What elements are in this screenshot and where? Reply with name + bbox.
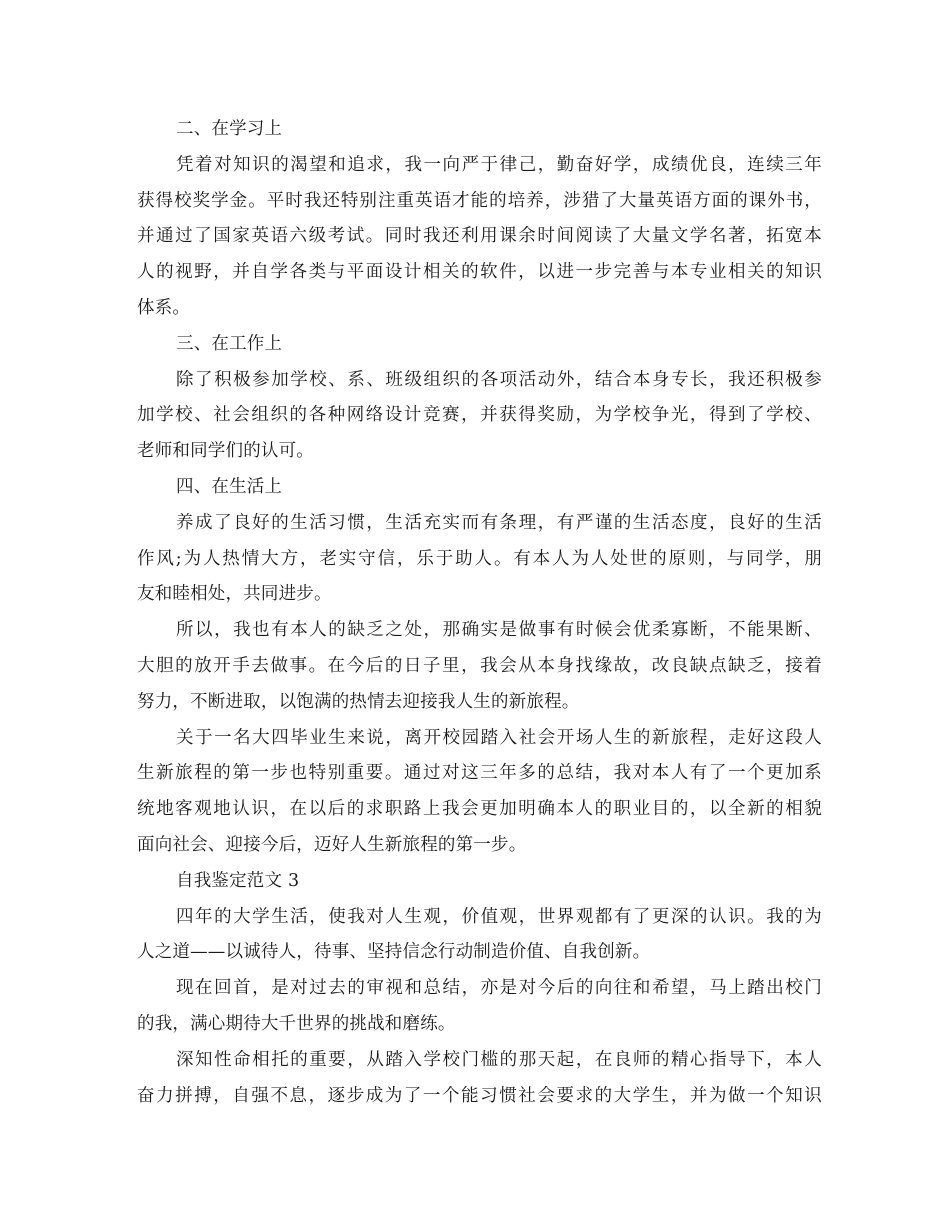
paragraph-line: 友和睦相处，共同进步。 (137, 584, 332, 605)
paragraph-line: 加学校、社会组织的各种网络设计竞赛，并获得奖励，为学校争光，得到了学校、 (137, 405, 822, 426)
paragraph-line: 现在回首，是对过去的审视和总结，亦是对今后的向往和希望，马上踏出校门 (176, 978, 822, 999)
paragraph-line: 深知性命相托的重要，从踏入学校门槛的那天起，在良师的精心指导下，本人 (176, 1049, 822, 1070)
document-body (137, 112, 822, 1114)
paragraph-line: 所以，我也有本人的缺乏之处，那确实是做事有时候会优柔寡断，不能果断、 (176, 620, 822, 641)
paragraph-line: 凭着对知识的渴望和追求，我一向严于律己，勤奋好学，成绩优良，连续三年 (176, 154, 822, 175)
paragraph-line: 获得校奖学金。平时我还特别注重英语才能的培养，涉猎了大量英语方面的课外书， (137, 190, 822, 211)
paragraph-line: 面向社会、迎接今后，迈好人生新旅程的第一步。 (137, 834, 527, 855)
paragraph-line: 人之道——以诚待人，待事、坚持信念行动制造价值、自我创新。 (137, 942, 651, 963)
paragraph-line: 除了积极参加学校、系、班级组织的各项活动外，结合本身专长，我还积极参 (176, 369, 822, 390)
paragraph-line: 的我，满心期待大千世界的挑战和磨练。 (137, 1013, 456, 1034)
paragraph-line: 养成了良好的生活习惯，生活充实而有条理，有严谨的生活态度，良好的生活 (176, 512, 822, 533)
section-heading-life: 四、在生活上 (176, 476, 283, 497)
paragraph-line: 统地客观地认识，在以后的求职路上我会更加明确本人的职业目的，以全新的相貌 (137, 799, 822, 820)
paragraph-line: 生新旅程的第一步也特别重要。通过对这三年多的总结，我对本人有了一个更加系 (137, 763, 822, 784)
paragraph-line: 作风;为人热情大方，老实守信，乐于助人。有本人为人处世的原则，与同学，朋 (137, 548, 822, 569)
paragraph-line: 并通过了国家英语六级考试。同时我还利用课余时间阅读了大量文学名著，拓宽本 (137, 226, 822, 247)
paragraph-line: 人的视野，并自学各类与平面设计相关的软件，以进一步完善与本专业相关的知识 (137, 262, 822, 283)
section-heading-work: 三、在工作上 (176, 333, 283, 354)
paragraph-line: 体系。 (137, 297, 191, 318)
paragraph-line: 四年的大学生活，使我对人生观，价值观，世界观都有了更深的认识。我的为 (176, 906, 822, 927)
paragraph-line: 老师和同学们的认可。 (137, 441, 314, 462)
paragraph-line: 关于一名大四毕业生来说，离开校园踏入社会开场人生的新旅程，走好这段人 (176, 727, 822, 748)
paragraph-line: 努力，不断进取，以饱满的热情去迎接我人生的新旅程。 (137, 691, 580, 712)
section-heading-sample-3: 自我鉴定范文 3 (176, 870, 300, 891)
paragraph-line: 大胆的放开手去做事。在今后的日子里，我会从本身找缘故，改良缺点缺乏，接着 (137, 655, 822, 676)
section-heading-study: 二、在学习上 (176, 119, 283, 139)
paragraph-line: 奋力拼搏，自强不息，逐步成为了一个能习惯社会要求的大学生，并为做一个知识 (137, 1085, 822, 1106)
